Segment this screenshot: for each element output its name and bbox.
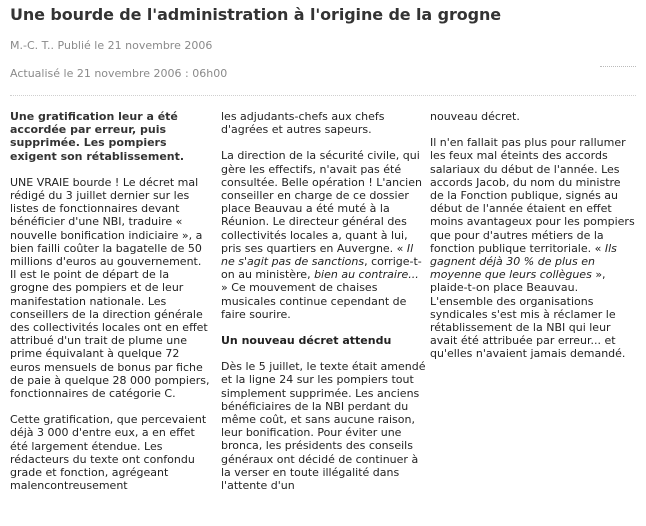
text: », plaide-t-on place Beauvau. L'ensemble des organisations syndicales s'est mis à réclamer le rétablissement de la NBI qui leur avait été attribuée par erreur... et qu'elles n'avaient jamais demandé. [430, 268, 626, 361]
paragraph [430, 136, 636, 360]
article-column-1 [10, 110, 210, 505]
header-divider [10, 95, 636, 96]
article-column-2 [221, 110, 427, 505]
text: , corrige-t-on au ministère, [221, 255, 422, 282]
article-lead: Une gratification leur a été accordée par erreur, puis supprimée. Les pompiers exigent son rétablissement. [10, 110, 185, 163]
subheading: Un nouveau décret attendu [221, 334, 392, 348]
text: Il n'en fallait pas plus pour rallumer les feux mal éteints des accords salariaux du début de l'année. Les accords Jacob, du nom du ministre de la Fonction publique, signés au début de l'année étaient en effet moins avantageux pour les pompiers que pour d'autres métiers de la fonction publique territoriale. « [430, 136, 635, 255]
paragraph: les adjudants-chefs aux chefs d'agrées et autres sapeurs. [221, 110, 385, 137]
paragraph: Cette gratification, que percevaient déjà 3 000 d'entre eux, a en effet été largement étendue. Les rédacteurs du texte ont confondu grade et fonction, agrégeant malencontreusement [10, 413, 207, 493]
quote: Il ne s'agit pas de sanctions [221, 241, 414, 269]
paragraph: nouveau décret. [430, 110, 520, 123]
quote: Ils gagnent déjà 30 % de plus en moyenne que leurs collègues [430, 241, 617, 282]
article-column-3 [430, 110, 636, 374]
paragraph: Dès le 5 juillet, le texte était amendé et la ligne 24 sur les pompiers tout simplement supprimée. Les anciens bénéficiaires de la NBI perdant du même coût, et sans aucune raison, leur bonification. Pour éviter une bronca, les présidents des conseils généraux ont décidé de continuer à la verser en toute illégalité dans l'attente d'un [221, 360, 426, 493]
paragraph [221, 149, 427, 321]
text: » Ce mouvement de chaises musicales continue cependant de faire sourire. [221, 281, 407, 321]
article-title: Une bourde de l'administration à l'origine de la grogne [10, 5, 502, 24]
quote: bien au contraire... [310, 268, 419, 282]
paragraph: UNE VRAIE bourde ! Le décret mal rédigé du 3 juillet dernier sur les listes de fonctionnaires devant bénéficier d'une NBI, traduire « nouvelle bonification indiciaire », a bien failli coûter la bagatelle de 50 millions d'euros au gouvernement. Il est le point de départ de la grogne des pompiers et de leur manifestation nationale. Les conseillers de la direction générale des collectivités locales ont en effet attribué d'un trait de plume une prime équivalant à quelque 72 euros mensuels de bonus par fiche de paie à quelque 28 000 pompiers, fonctionnaires de catégorie C. [10, 175, 210, 401]
updated-date: Actualisé le 21 novembre 2006 : 06h00 [10, 67, 228, 80]
separator-dots [600, 66, 636, 68]
byline: M.-C. T.. Publié le 21 novembre 2006 [10, 39, 213, 52]
text: La direction de la sécurité civile, qui gère les effectifs, n'avait pas été consultée. Belle opération ! L'ancien conseiller en charge de ce dossier place Beauvau a été muté à la Réunion. Le directeur général des collectivités locales a, quant à lui, pris ses quartiers en Auvergne. « [221, 149, 422, 255]
